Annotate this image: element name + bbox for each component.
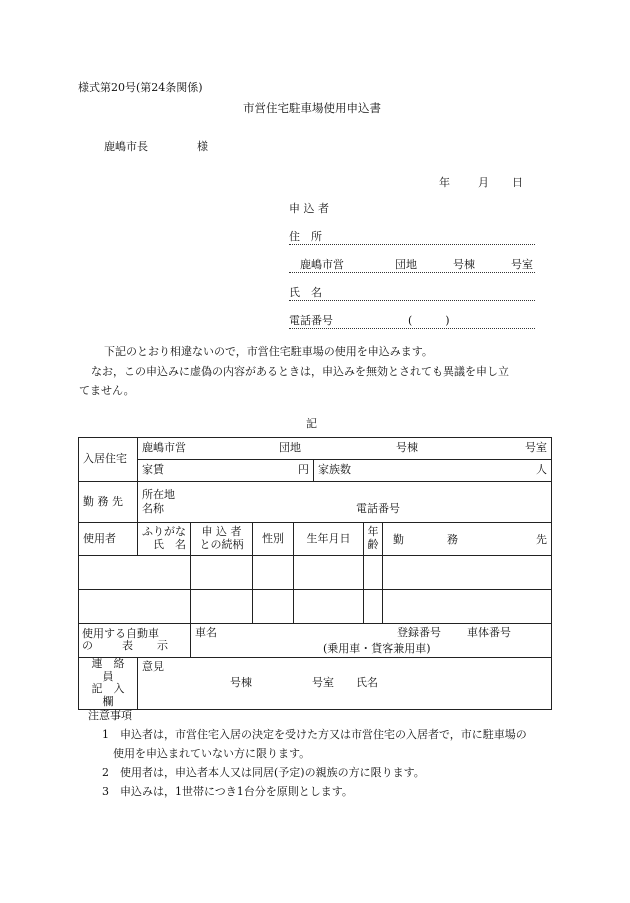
liaison-name: 氏名 — [356, 676, 378, 689]
user-label: 使用者 — [83, 531, 116, 545]
liaison-label-1: 連 絡 員 — [91, 657, 136, 683]
col-relation-2: との続柄 — [199, 538, 244, 551]
car-name: 車名 — [195, 626, 217, 639]
address-label: 住 所 — [289, 230, 322, 243]
col-age-header — [364, 523, 383, 556]
user-row-1-sex[interactable] — [253, 556, 294, 590]
residence-building: 号棟 — [396, 441, 418, 455]
addressee: 鹿嶋市長 — [104, 140, 148, 153]
applicant-label: 申 込 者 — [289, 202, 329, 215]
application-table — [78, 437, 552, 710]
col-work-a: 勤 — [393, 533, 404, 546]
addressee-suffix: 様 — [197, 140, 208, 153]
col-work-c: 先 — [536, 533, 547, 546]
housing-danchi: 団地 — [395, 258, 417, 271]
car-label-2c: 示 — [157, 639, 168, 653]
user-row-1-age[interactable] — [364, 556, 383, 590]
work-label: 勤 務 先 — [83, 494, 123, 508]
user-label-cell — [79, 523, 138, 556]
col-birth: 生年月日 — [306, 531, 351, 545]
family-label: 家族数 — [318, 463, 351, 477]
residence-housing-cell[interactable] — [138, 438, 552, 460]
residence-label-cell — [79, 438, 138, 482]
col-sex: 性別 — [262, 531, 284, 545]
name-line[interactable] — [289, 300, 535, 301]
car-label-1: 使用する自動車 — [82, 626, 159, 640]
rent-unit: 円 — [298, 463, 309, 477]
col-relation-header — [191, 523, 253, 556]
col-furigana: ふりがな — [142, 525, 186, 539]
rent-cell[interactable] — [138, 460, 314, 482]
col-age: 年齢 — [367, 525, 379, 551]
liaison-building: 号棟 — [230, 676, 252, 689]
user-row-2-work[interactable] — [383, 590, 552, 624]
col-relation-1: 申 込 者 — [201, 525, 242, 539]
note-item-1: 1 申込者は，市営住宅入居の決定を受けた方又は市営住宅の入居者で，市に駐車場の — [102, 728, 527, 741]
work-phone: 電話番号 — [356, 501, 400, 515]
car-detail-cell[interactable] — [191, 624, 552, 658]
declaration-line-1: 下記のとおり相違ないので，市営住宅駐車場の使用を申込みます。 — [104, 345, 433, 358]
user-row-2-relation[interactable] — [191, 590, 253, 624]
date-month: 月 — [478, 176, 489, 189]
phone-paren: ( ) — [408, 314, 450, 327]
liaison-opinion: 意見 — [142, 660, 164, 673]
liaison-room: 号室 — [312, 676, 334, 689]
liaison-label-cell — [79, 658, 138, 710]
housing-building: 号棟 — [453, 258, 475, 271]
housing-room: 号室 — [511, 258, 533, 271]
address-line[interactable] — [289, 244, 535, 245]
user-row-2-age[interactable] — [364, 590, 383, 624]
user-row-1-name[interactable] — [79, 556, 191, 590]
date-day: 日 — [512, 176, 523, 189]
col-name: 氏 名 — [153, 538, 186, 551]
user-row-2 — [79, 590, 552, 624]
user-row-2-birth[interactable] — [294, 590, 364, 624]
notes-heading: 注意事項 — [88, 709, 132, 722]
user-row-1-relation[interactable] — [191, 556, 253, 590]
user-row-1-work[interactable] — [383, 556, 552, 590]
work-location: 所在地 — [142, 487, 175, 501]
family-unit: 人 — [536, 463, 547, 477]
phone-label: 電話番号 — [289, 314, 333, 327]
residence-danchi: 団地 — [279, 441, 301, 455]
user-row-1 — [79, 556, 552, 590]
work-label-cell — [79, 482, 138, 523]
note-item-1-cont: 使用を申込まれていない方に限ります。 — [102, 747, 311, 760]
user-row-1-birth[interactable] — [294, 556, 364, 590]
declaration-line-2: なお，この申込みに虚偽の内容があるときは，申込みを無効とされても異議を申し立 — [91, 365, 509, 378]
user-row-2-sex[interactable] — [253, 590, 294, 624]
car-body: 車体番号 — [467, 626, 511, 639]
col-sex-header — [253, 523, 294, 556]
ki-heading: 記 — [306, 417, 317, 430]
col-work-b: 務 — [447, 533, 458, 546]
housing-prefix: 鹿嶋市営 — [300, 258, 344, 271]
form-title: 市営住宅駐車場使用申込書 — [243, 101, 381, 115]
residence-label: 入居住宅 — [83, 452, 127, 466]
form-number: 様式第20号(第24条関係) — [78, 81, 203, 94]
liaison-detail-cell[interactable] — [138, 658, 552, 710]
date-year: 年 — [439, 176, 450, 189]
note-item-2: 2 使用者は，申込者本人又は同居(予定)の親族の方に限ります。 — [102, 766, 425, 779]
col-name-header — [138, 523, 191, 556]
phone-line[interactable] — [289, 328, 535, 329]
rent-label: 家賃 — [142, 463, 164, 477]
car-label-cell — [79, 624, 191, 658]
declaration-line-3: てません。 — [79, 384, 135, 397]
car-type: (乗用車・貨客兼用車) — [323, 642, 431, 655]
residence-prefix: 鹿嶋市営 — [142, 441, 186, 455]
car-reg: 登録番号 — [397, 626, 441, 639]
name-label: 氏 名 — [289, 286, 322, 299]
residence-room: 号室 — [525, 441, 547, 455]
user-row-2-name[interactable] — [79, 590, 191, 624]
car-label-2b: 表 — [122, 639, 133, 653]
work-name: 名称 — [142, 501, 164, 515]
work-detail-cell[interactable] — [138, 482, 552, 523]
car-label-2a: の — [82, 639, 93, 653]
col-work-header — [383, 523, 552, 556]
col-birth-header — [294, 523, 364, 556]
housing-line[interactable] — [289, 272, 535, 273]
family-cell[interactable] — [314, 460, 552, 482]
liaison-label-2: 記 入 欄 — [91, 682, 136, 708]
note-item-3: 3 申込みは，1世帯につき1台分を原則とします。 — [102, 785, 353, 798]
